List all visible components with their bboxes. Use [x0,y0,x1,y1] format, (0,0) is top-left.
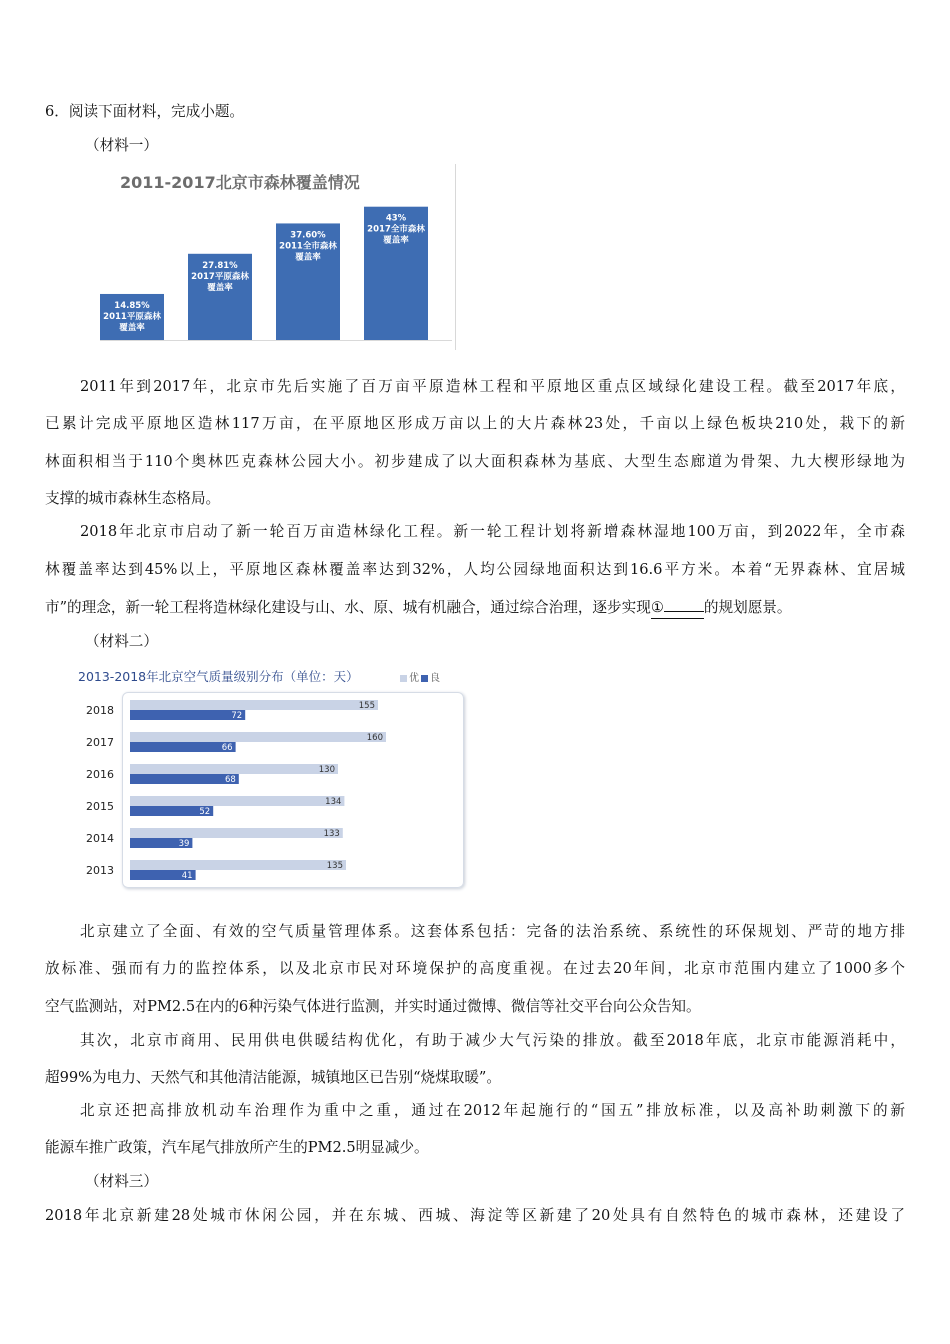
forest-chart-title: 2011-2017北京市森林覆盖情况 [120,173,360,192]
air-year-label-2013: 2013 [86,864,114,877]
m1-p2-line2: 林覆盖率达到45%以上，平原地区森林覆盖率达到32%，人均公园绿地面积达到16.6平方米。本着“无界森林、宜居城 [45,561,905,578]
air-year-label-2017: 2017 [86,736,114,749]
m2-p2-line2: 超99%为电力、天然气和其他清洁能源，城镇地区已告别“烧煤取暖”。 [45,1069,501,1086]
air-bar-2016-excellent [130,764,338,774]
air-bar-2014-excellent [130,828,343,838]
air-value-2015-excellent: 134 [325,797,342,807]
forest-bar-label-4-2: 覆盖率 [383,235,409,246]
m2-p1-line3: 空气监测站，对PM2.5在内的6种污染气体进行监测，并实时通过微博、微信等社交平台向公众告知。 [45,998,701,1015]
material-3-label: （材料三） [85,1173,158,1190]
blank-marker: ① [651,597,704,619]
air-bar-2015-excellent [130,796,344,806]
legend-label-excellent: 优 [409,673,419,684]
m2-p3-line2: 能源车推广政策，汽车尾气排放所产生的PM2.5明显减少。 [45,1139,429,1156]
air-value-2017-excellent: 160 [366,733,383,743]
m1-p1-line4: 支撑的城市森林生态格局。 [45,490,221,507]
m2-p3-line1: 北京还把高排放机动车治理作为重中之重，通过在2012年起施行的“国五”排放标准，以及高补助刺激下的新 [80,1102,905,1119]
m2-p1-line1: 北京建立了全面、有效的空气质量管理体系。这套体系包括：完备的法治系统、系统性的环保规划、严苛的地方排 [80,923,905,940]
forest-bar-label-4-1: 2017全市森林 [367,224,425,235]
forest-chart-plot [100,164,456,350]
legend-label-good: 良 [430,673,440,684]
air-bar-2013-excellent [130,860,346,870]
air-year-label-2016: 2016 [86,768,114,781]
air-value-2016-good: 68 [224,775,236,785]
m2-p2-line1: 其次，北京市商用、民用供电供暖结构优化，有助于减少大气污染的排放。截至2018年底，北京市能源消耗中， [80,1032,905,1049]
forest-bar-value-1: 14.85% [114,300,150,311]
m1-p1-line3: 林面积相当于110个奥林匹克森林公园大小。初步建成了以大面积森林为基底、大型生态廊道为骨架、九大楔形绿地为 [45,453,905,470]
air-year-label-2015: 2015 [86,800,114,813]
air-year-label-2018: 2018 [86,704,114,717]
air-value-2014-good: 39 [178,839,190,849]
forest-bar-value-4: 43% [385,213,407,224]
m3-p1-line1: 2018年北京新建28处城市休闲公园，并在东城、西城、海淀等区新建了20处具有自然特色的城市森林，还建设了 [45,1207,905,1224]
forest-coverage-chart [100,164,456,350]
forest-bar-value-2: 27.81% [202,260,238,271]
air-value-2016-excellent: 130 [318,765,335,775]
air-bar-2016-good [130,774,239,784]
air-value-2015-good: 52 [199,807,211,817]
air-value-2014-excellent: 133 [323,829,340,839]
question-title: 6．阅读下面材料，完成小题。 [45,103,245,120]
forest-bar-label-1-1: 2011平原森林 [103,311,161,322]
air-chart-title: 2013-2018年北京空气质量级别分布（单位：天） [78,669,359,684]
m1-p2-line3-text: 市”的理念，新一轮工程将造林绿化建设与山、水、原、城有机融合，通过综合治理，逐步实现 [45,599,651,616]
air-bar-2018-good [130,710,245,720]
material-1-label: （材料一） [85,137,158,154]
forest-bar-label-3-2: 覆盖率 [295,252,321,263]
forest-bar-value-3: 37.60% [290,230,326,241]
m1-p1-line2: 已累计完成平原地区造林117万亩，在平原地区形成万亩以上的大片森林23处，千亩以上绿色板块210处，栽下的新 [45,415,905,432]
air-bar-2017-good [130,742,236,752]
m1-p2-line1: 2018年北京市启动了新一轮百万亩造林绿化工程。新一轮工程计划将新增森林湿地100万亩，到2022年，全市森 [80,523,905,540]
forest-bar-label-1-2: 覆盖率 [119,322,145,333]
air-bar-2018-excellent [130,700,378,710]
m1-p2-line3 [45,597,905,619]
air-year-label-2014: 2014 [86,832,114,845]
air-chart-plot [78,664,468,890]
air-value-2013-good: 41 [181,871,193,881]
m1-p1-line1: 2011年到2017年，北京市先后实施了百万亩平原造林工程和平原地区重点区域绿化建设工程。截至2017年底， [80,378,905,395]
air-value-2018-good: 72 [231,711,243,721]
m1-p2-line3-end: 的规划愿景。 [703,599,792,616]
air-bar-2017-excellent [130,732,386,742]
forest-bar-label-2-1: 2017平原森林 [191,271,249,282]
forest-bar-label-3-1: 2011全市森林 [279,241,337,252]
answer-blank [664,597,704,612]
air-value-2017-good: 66 [221,743,233,753]
forest-bar-label-2-2: 覆盖率 [207,282,233,293]
air-value-2013-excellent: 135 [326,861,343,871]
air-value-2018-excellent: 155 [358,701,375,711]
air-quality-chart [78,664,468,890]
material-2-label: （材料二） [85,633,158,650]
m2-p1-line2: 放标准、强而有力的监控体系，以及北京市民对环境保护的高度重视。在过去20年间，北京市范围内建立了1000多个 [45,960,905,977]
